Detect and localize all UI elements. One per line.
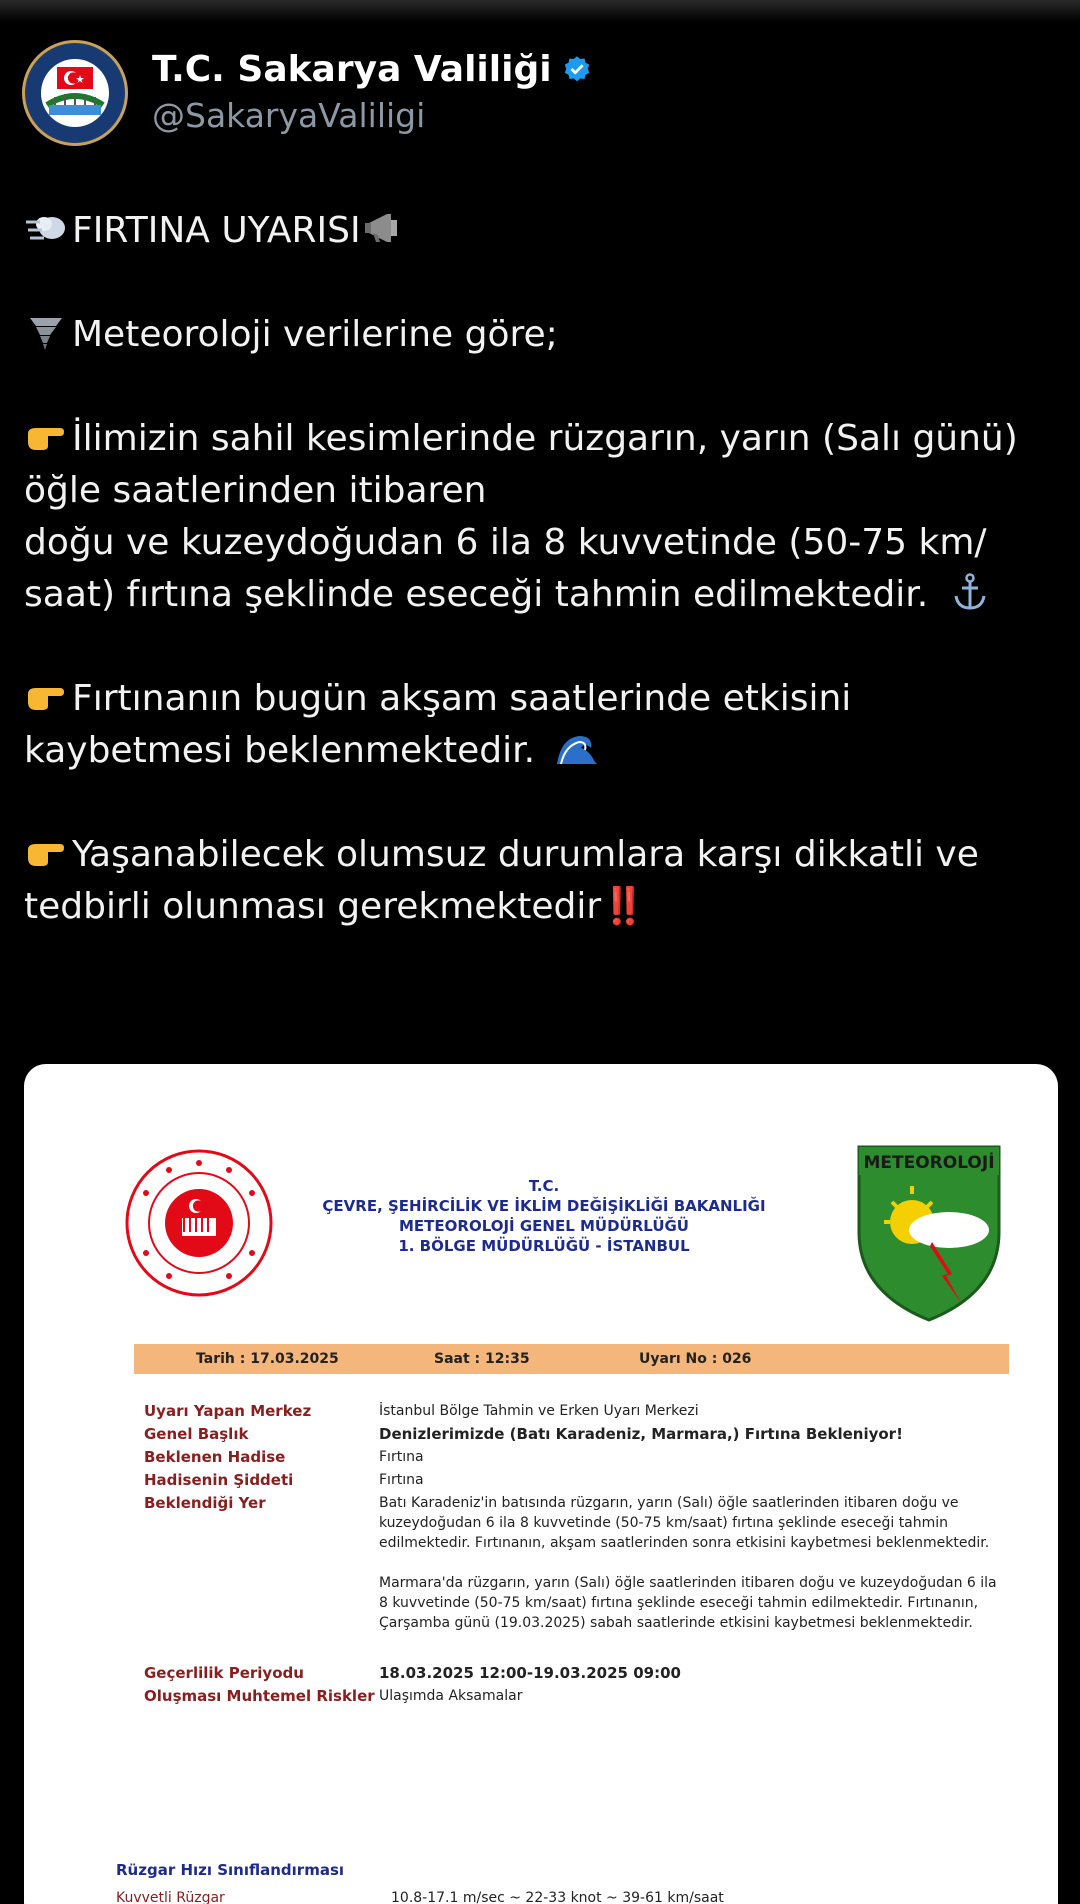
handle[interactable]: @SakaryaValiligi — [152, 96, 426, 135]
forecast-line-4: saat) fırtına şeklinde eseceği tahmin edilmektedir. — [24, 574, 929, 615]
time-field: Saat : 12:35 — [434, 1351, 530, 1367]
detail-row — [144, 1686, 1004, 1706]
info-band — [134, 1344, 1009, 1374]
detail-label: Oluşması Muhtemel Riskler — [144, 1687, 375, 1705]
detail-row — [144, 1401, 1004, 1421]
wind-classification-title: Rüzgar Hızı Sınıflandırması — [116, 1861, 345, 1879]
anchor-icon — [948, 572, 992, 612]
detail-row — [144, 1470, 1004, 1490]
wind-class-label: Kuvvetli Rüzgar — [116, 1890, 225, 1904]
detail-value: İstanbul Bölge Tahmin ve Erken Uyarı Merkezi — [379, 1403, 699, 1419]
detail-value: 18.03.2025 12:00-19.03.2025 09:00 — [379, 1664, 681, 1682]
meteoroloji-logo-icon — [854, 1142, 1004, 1322]
wind-class-value: 10.8-17.1 m/sec ~ 22-33 knot ~ 39-61 km/saat — [391, 1890, 724, 1904]
warning-title: FIRTINA UYARISI — [72, 210, 361, 251]
ministry-heading — [314, 1176, 774, 1256]
detail-value: Batı Karadeniz'in batısında rüzgarın, yarın (Salı) öğle saatlerinden itibaren doğu ve kuzeydoğudan 6 ila 8 kuvvetinde (50-75 km/saat) fırtına şeklinde eseceği tahmin edilmektedir. Fırtınanın, akşam saatlerinden sonra etkisini kaybetmesi beklenmektedir. — [379, 1495, 990, 1551]
paragraph-forecast — [24, 413, 1064, 621]
caution-line-2: tedbirli olunması gerekmektedir — [24, 886, 602, 927]
forecast-line-3: doğu ve kuzeydoğudan 6 ila 8 kuvvetinde (50-75 km/ — [24, 522, 987, 563]
verified-badge-icon — [562, 55, 592, 85]
avatar[interactable] — [22, 40, 128, 146]
pointing-hand-icon — [24, 832, 68, 872]
wind-classification-row — [116, 1890, 1016, 1904]
detail-row — [144, 1424, 1004, 1444]
warning-number-field: Uyarı No : 026 — [639, 1351, 752, 1367]
paragraph-intro — [24, 309, 1064, 361]
attached-image[interactable] — [24, 1064, 1058, 1904]
detail-label: Hadisenin Şiddeti — [144, 1471, 294, 1489]
detail-value: Marmara'da rüzgarın, yarın (Salı) öğle saatlerinden itibaren doğu ve kuzeydoğudan 6 ila 8 kuvvetinde (50-75 km/saat) fırtına şeklinde eseceği tahmin edilmektedir. Fırtınanın, Çarşamba günü (19.03.2025) sabah saatlerinde etkisini kaybetmesi beklenmektedir. — [379, 1575, 997, 1631]
tornado-icon — [24, 312, 68, 352]
forecast-line-2: öğle saatlerinden itibaren — [24, 470, 487, 511]
detail-row — [144, 1573, 1004, 1633]
detail-row — [144, 1447, 1004, 1467]
wave-icon — [555, 728, 599, 768]
ending-line-2: kaybetmesi beklenmektedir. — [24, 730, 536, 771]
warning-document — [24, 1064, 1058, 1904]
caution-line-1: Yaşanabilecek olumsuz durumlara karşı dikkatli ve — [72, 834, 979, 875]
paragraph-title — [24, 205, 1064, 257]
detail-label: Genel Başlık — [144, 1425, 249, 1443]
display-name[interactable]: T.C. Sakarya Valiliği — [152, 49, 552, 90]
detail-value: Fırtına — [379, 1449, 424, 1465]
double-exclamation-icon: ‼️ — [601, 886, 647, 927]
tweet-header — [22, 40, 592, 146]
detail-row — [144, 1493, 1004, 1553]
detail-row — [144, 1663, 1004, 1683]
dash-icon — [24, 208, 68, 248]
forecast-line-1: İlimizin sahil kesimlerinde rüzgarın, yarın (Salı günü) — [72, 418, 1018, 459]
pointing-hand-icon — [24, 676, 68, 716]
ministry-line-1: T.C. — [528, 1177, 560, 1195]
detail-label: Beklendiği Yer — [144, 1494, 266, 1512]
warning-details — [144, 1401, 1004, 1709]
tweet-text — [24, 205, 1064, 985]
detail-value: Fırtına — [379, 1472, 424, 1488]
logo-text: METEOROLOJİ — [863, 1153, 995, 1173]
detail-label — [144, 1573, 379, 1633]
ending-line-1: Fırtınanın bugün akşam saatlerinde etkisini — [72, 678, 852, 719]
date-field: Tarih : 17.03.2025 — [196, 1351, 339, 1367]
ministry-line-3: METEOROLOJİ GENEL MÜDÜRLÜĞÜ — [399, 1217, 689, 1235]
detail-label: Geçerlilik Periyodu — [144, 1664, 304, 1682]
detail-label: Beklenen Hadise — [144, 1448, 286, 1466]
detail-value: Ulaşımda Aksamalar — [379, 1688, 523, 1704]
detail-label: Uyarı Yapan Merkez — [144, 1402, 312, 1420]
megaphone-icon — [361, 208, 405, 248]
ministry-line-4: 1. BÖLGE MÜDÜRLÜĞÜ - İSTANBUL — [398, 1237, 690, 1255]
paragraph-caution — [24, 829, 1064, 933]
pointing-hand-icon — [24, 416, 68, 456]
status-bar — [0, 0, 1080, 22]
intro-text: Meteoroloji verilerine göre; — [72, 314, 558, 355]
governorship-seal-icon — [25, 43, 125, 143]
paragraph-ending — [24, 673, 1064, 777]
ministry-seal-icon — [124, 1148, 274, 1298]
detail-value: Denizlerimizde (Batı Karadeniz, Marmara,) Fırtına Bekleniyor! — [379, 1425, 903, 1443]
ministry-line-2: ÇEVRE, ŞEHİRCİLİK VE İKLİM DEĞİŞİKLİĞİ BAKANLIĞI — [322, 1197, 766, 1215]
